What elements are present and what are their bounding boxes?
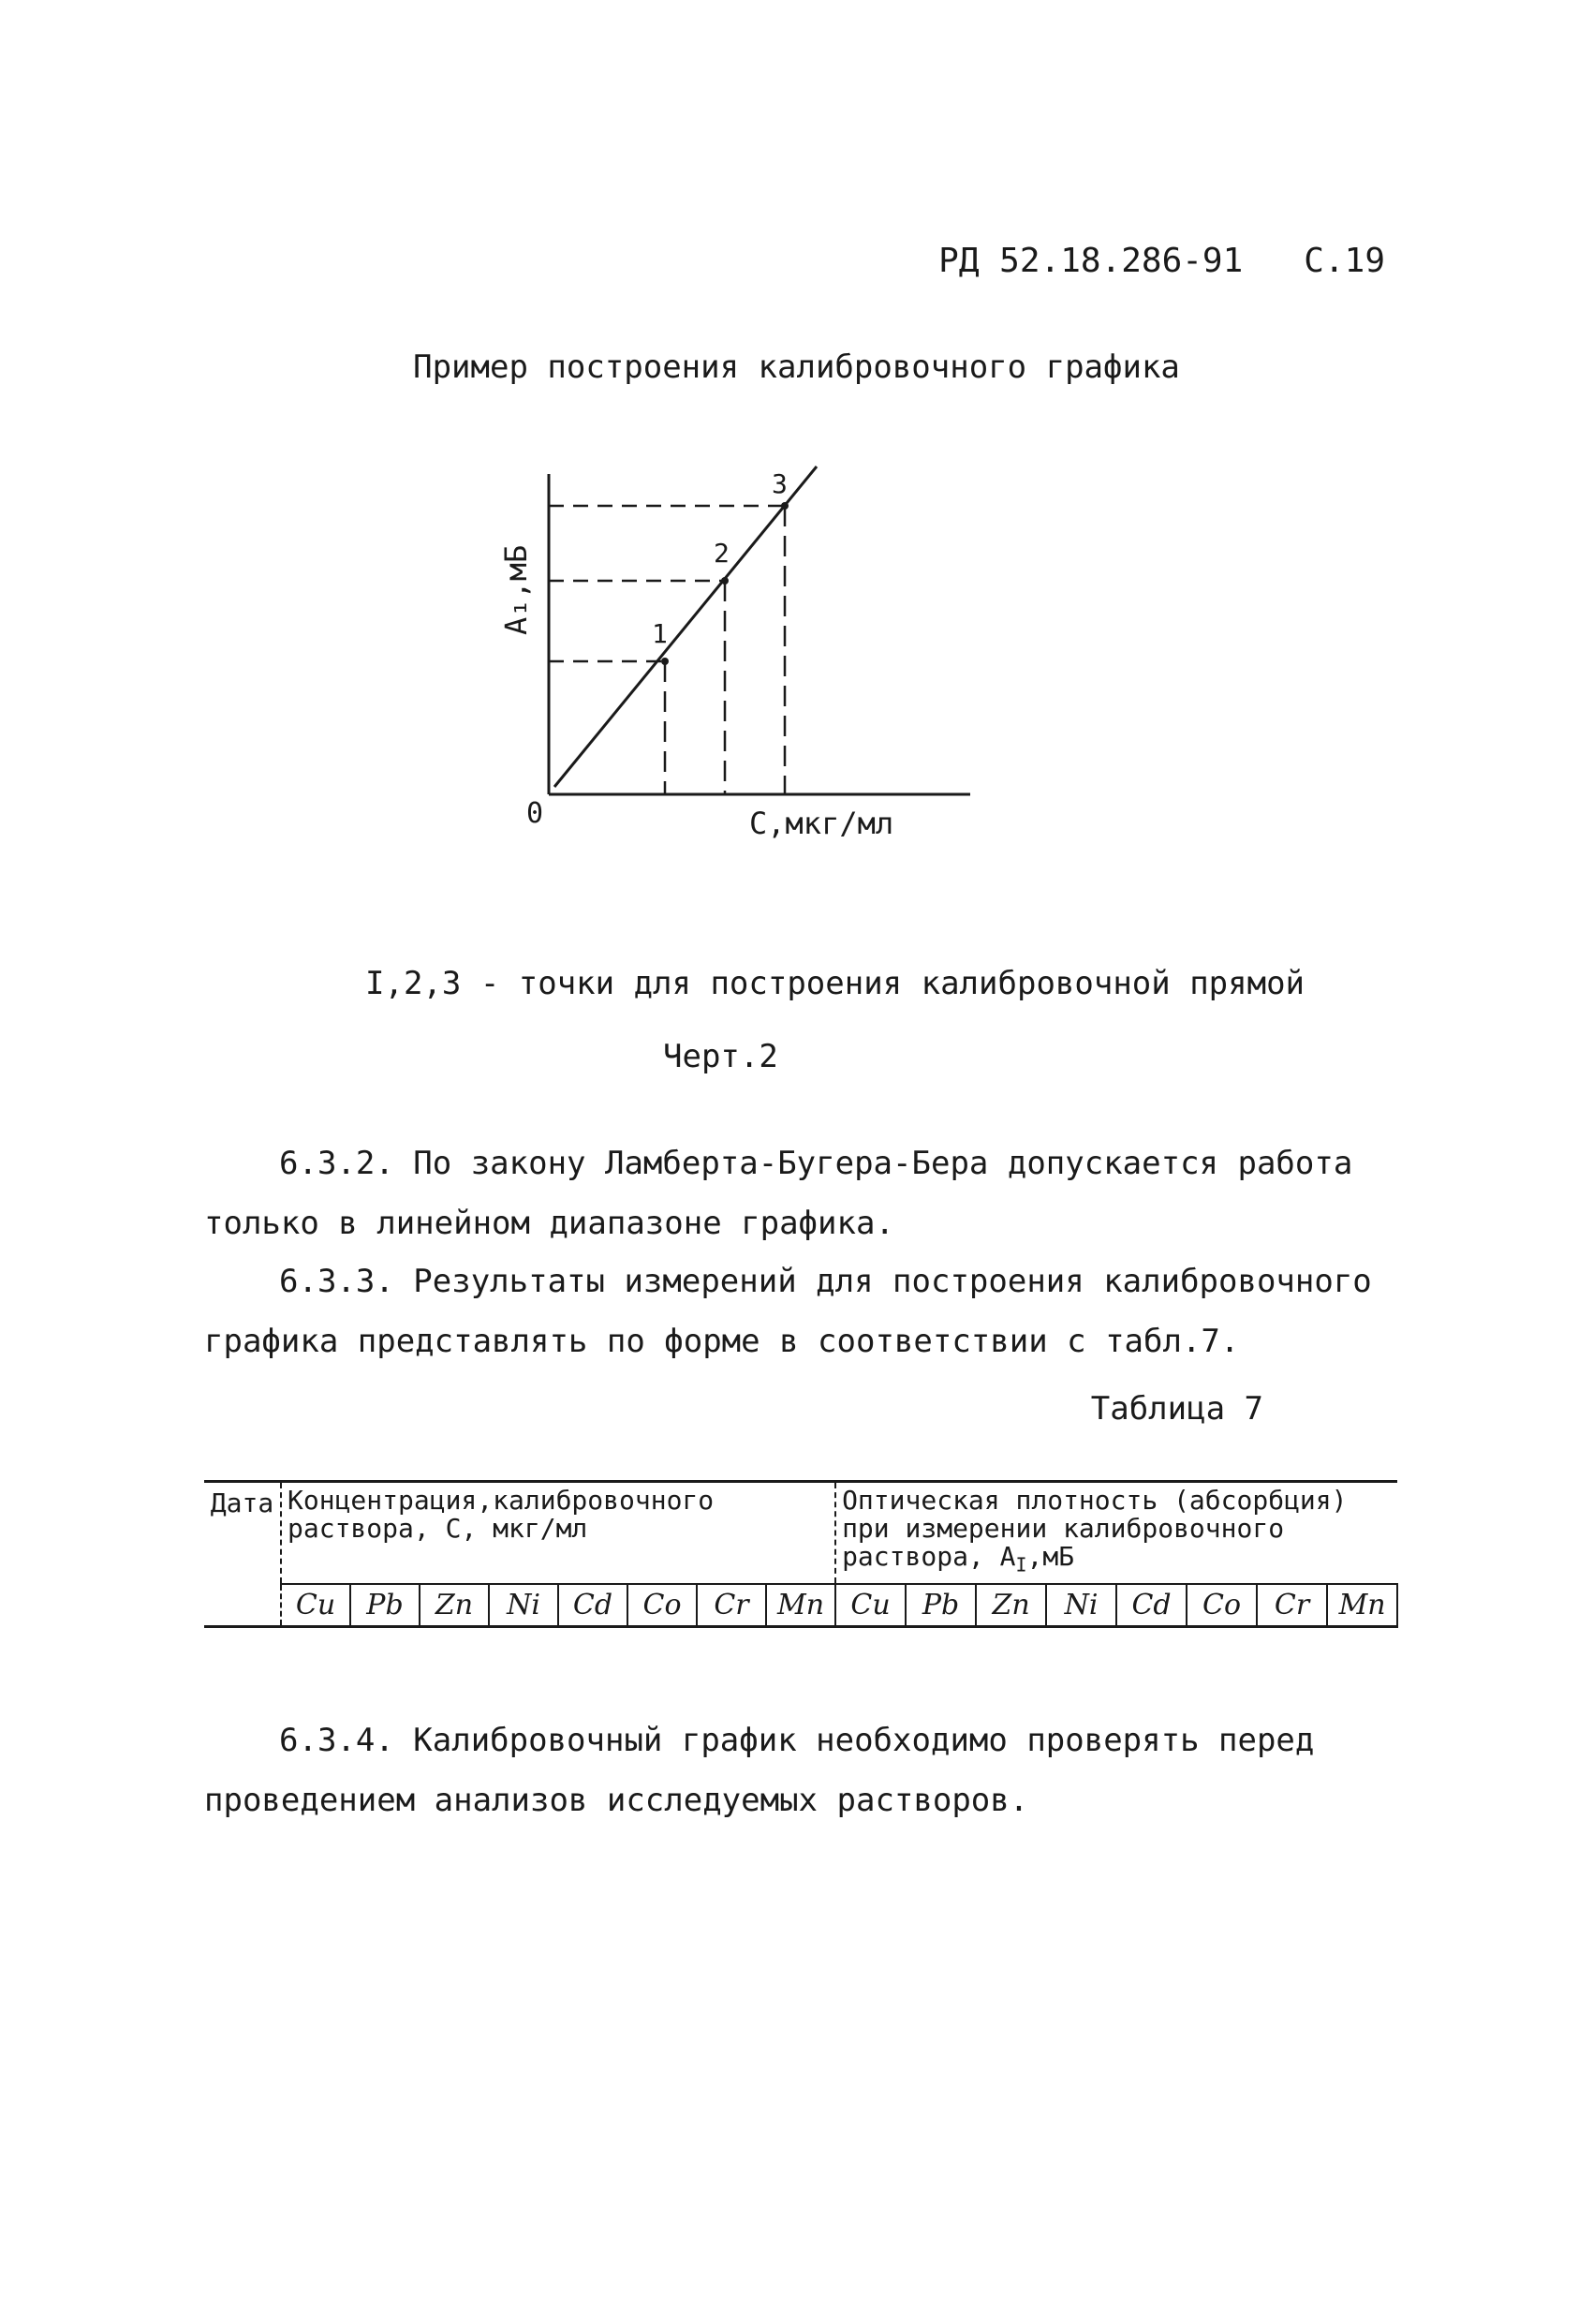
figure-caption: I,2,3 - точки для построения калибровочной прямой bbox=[365, 965, 1305, 1002]
paragraph-6-3-2-text: 6.3.2. По закону Ламберта-Бугера-Бера допускается работа только в линейном диапазоне графика. bbox=[204, 1145, 1353, 1242]
paragraph-6-3-4-text: 6.3.4. Калибровочный график необходимо проверять перед проведением анализов исследуемых растворов. bbox=[204, 1722, 1315, 1819]
conc-pb: Pb bbox=[350, 1584, 420, 1627]
abs-zn: Zn bbox=[976, 1584, 1046, 1627]
point-2-marker bbox=[721, 577, 729, 585]
paragraph-6-3-3-text: 6.3.3. Результаты измерений для построения калибровочного графика представлять по форме в соответствии с табл.7. bbox=[204, 1263, 1372, 1360]
col-group-optical-density-sub: I bbox=[1015, 1553, 1027, 1576]
figure-title: Пример построения калибровочного графика bbox=[413, 348, 1180, 386]
conc-mn: Mn bbox=[766, 1584, 835, 1627]
abs-mn: Mn bbox=[1327, 1584, 1397, 1627]
paragraph-6-3-2 bbox=[204, 1133, 1394, 1253]
abs-pb: Pb bbox=[906, 1584, 976, 1627]
table-label: Таблица 7 bbox=[1090, 1390, 1263, 1428]
table-7 bbox=[204, 1480, 1398, 1628]
x-axis-label: С,мкг/мл bbox=[749, 806, 894, 841]
paragraph-6-3-3 bbox=[204, 1251, 1394, 1371]
page-number: С.19 bbox=[1304, 242, 1385, 280]
point-3-label: 3 bbox=[772, 468, 788, 499]
paragraph-6-3-4 bbox=[204, 1710, 1394, 1830]
col-group-optical-density-text: Оптическая плотность (абсорбция) при измерении калибровочного раствора, А bbox=[842, 1485, 1348, 1572]
table-element-row bbox=[204, 1584, 1397, 1627]
origin-label: 0 bbox=[526, 797, 544, 830]
page-header bbox=[938, 242, 1385, 280]
point-3-marker bbox=[781, 502, 789, 510]
conc-cr: Cr bbox=[697, 1584, 766, 1627]
abs-cu: Cu bbox=[835, 1584, 906, 1627]
conc-ni: Ni bbox=[489, 1584, 558, 1627]
table-header-row bbox=[204, 1482, 1397, 1584]
abs-ni: Ni bbox=[1046, 1584, 1116, 1627]
calibration-figure bbox=[487, 440, 1011, 871]
abs-co: Co bbox=[1187, 1584, 1257, 1627]
point-1-label: 1 bbox=[652, 618, 668, 649]
point-1-marker bbox=[661, 658, 669, 665]
conc-cd: Cd bbox=[558, 1584, 627, 1627]
col-group-optical-density bbox=[835, 1482, 1397, 1584]
doc-code: РД 52.18.286-91 bbox=[938, 242, 1244, 280]
point-2-label: 2 bbox=[714, 538, 730, 569]
col-group-concentration: Концентрация,калибровочного раствора, С, мкг/мл bbox=[281, 1482, 835, 1584]
abs-cr: Cr bbox=[1257, 1584, 1327, 1627]
conc-zn: Zn bbox=[420, 1584, 489, 1627]
col-group-optical-density-unit: ,мБ bbox=[1026, 1541, 1075, 1572]
abs-cd: Cd bbox=[1116, 1584, 1187, 1627]
figure-label: Черт.2 bbox=[663, 1038, 778, 1075]
col-date: Дата bbox=[210, 1488, 274, 1518]
calibration-line bbox=[554, 466, 817, 787]
y-axis-label: A₁,мБ bbox=[498, 544, 534, 635]
conc-cu: Cu bbox=[281, 1584, 350, 1627]
conc-co: Co bbox=[627, 1584, 697, 1627]
